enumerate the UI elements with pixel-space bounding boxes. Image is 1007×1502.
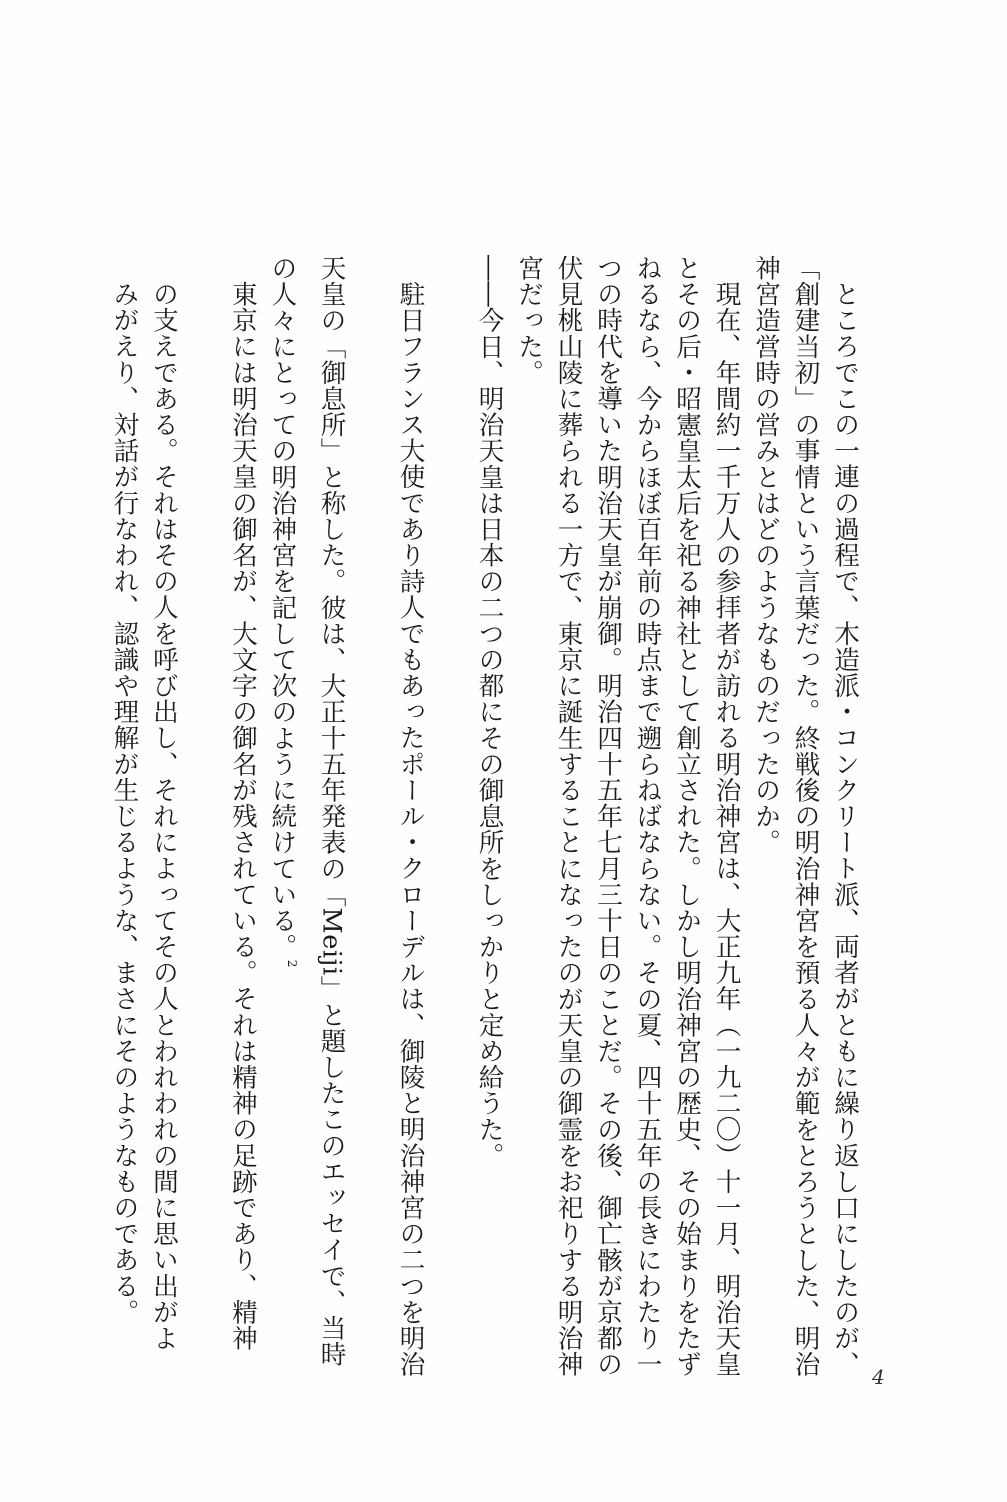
text-line-8: 伏見桃山陵に葬られる一方で、東京に誕生することになったのが天皇の御霊をお祀りする明治神	[553, 255, 584, 1378]
text-line-11: 駐日フランス大使であり詩人でもあったポール・クローデルは、御陵と明治神宮の二つを明治	[395, 280, 426, 1377]
block-quote-line-2: の支えである。それはその人を呼び出し、それによってその人とわれわれの間に思い出がよ	[148, 280, 179, 1351]
text-line-13-body: の人々にとっての明治神宮を記して次のように続けている。	[267, 255, 298, 960]
text-line-4: 現在、年間約一千万人の参拝者が訪れる明治神宮は、大正九年（一九二〇）十一月、明治天皇	[711, 280, 742, 1377]
text-line-12: 天皇の「御息所」と称した。彼は、大正十五年発表の「Meiji」と題したこのエッセイで、当時	[316, 255, 347, 1368]
text-line-3: 神宮造営時の営みとはどのようなものだったのか。	[751, 255, 781, 856]
text-line-2: 「創建当初」の事情という言葉だった。終戦後の明治神宮を預る人々が範をとろうとした、明治	[790, 255, 821, 1378]
block-quote-line-1: 東京には明治天皇の御名が、大文字の御名が残されている。それは精神の足跡であり、精神	[227, 280, 258, 1351]
block-quote-line-3: みがえり、対話が行なわれ、認識や理解が生じるような、まさにそのようなものである。	[109, 280, 140, 1325]
quote-line: ――今日、明治天皇は日本の二つの都にその御息所をしっかりと定め給うた。	[474, 255, 505, 1169]
text-line-5: とその后・昭憲皇太后を祀る神社として創立された。しかし明治神宮の歴史、その始まりをたず	[672, 255, 702, 1378]
text-line-6: ねるなら、今からほぼ百年前の時点まで遡らねばならない。その夏、四十五年の長きにわたり一	[632, 255, 663, 1378]
text-line-7: つの時代を導いた明治天皇が崩御。明治四十五年七月三十日のことだ。その後、御亡骸が京都の	[593, 255, 623, 1378]
vertical-text-body	[104, 255, 864, 1378]
text-line-9: 宮だった。	[514, 255, 544, 386]
page-number: 4	[872, 1365, 885, 1389]
text-line-1: ところでこの一連の過程で、木造派・コンクリート派、両者がともに繰り返し口にしたのが、	[830, 280, 860, 1377]
footnote-ref: 2	[285, 959, 299, 968]
text-line-13	[262, 255, 311, 1335]
